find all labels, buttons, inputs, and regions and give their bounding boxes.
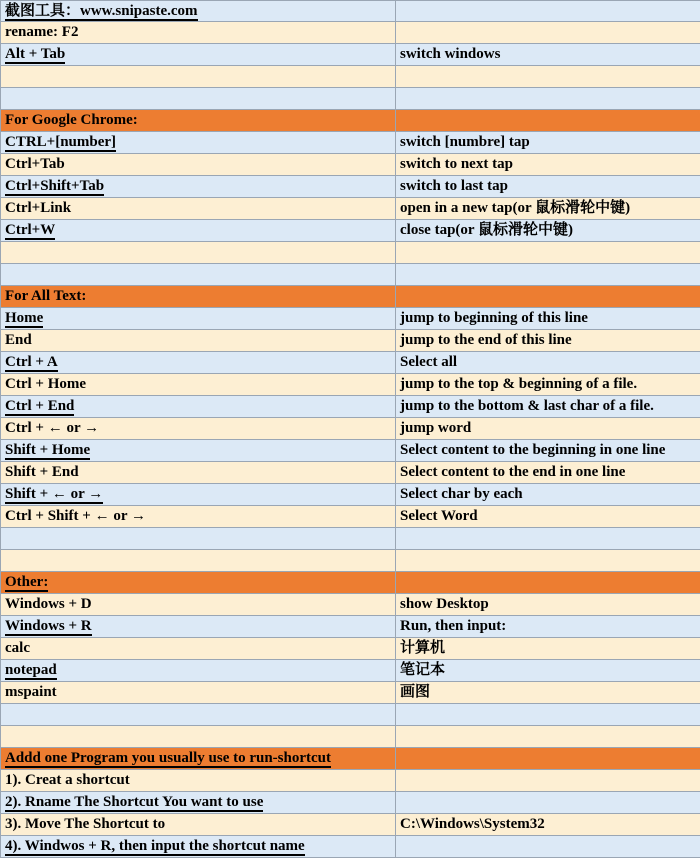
table-row [0, 726, 700, 748]
table-row [0, 88, 700, 110]
description-text: switch to next tap [400, 156, 513, 172]
description-cell[interactable] [396, 110, 700, 132]
shortcut-cell[interactable] [0, 638, 396, 660]
description-cell[interactable] [396, 308, 700, 330]
description-text: open in a new tap(or 鼠标滑轮中键) [400, 200, 631, 216]
description-text: jump to the top & beginning of a file. [400, 376, 638, 392]
table-row [0, 484, 700, 506]
shortcut-cell[interactable] [0, 88, 396, 110]
description-cell[interactable] [396, 286, 700, 308]
description-text: show Desktop [400, 596, 489, 612]
table-row [0, 440, 700, 462]
table-row [0, 308, 700, 330]
description-text: C:\Windows\System32 [400, 816, 545, 832]
description-cell[interactable] [396, 616, 700, 638]
table-row [0, 616, 700, 638]
table-row [0, 44, 700, 66]
table-row [0, 286, 700, 308]
description-text: 计算机 [400, 640, 446, 656]
description-cell[interactable] [396, 66, 700, 88]
shortcut-cell[interactable] [0, 814, 396, 836]
description-cell[interactable] [396, 132, 700, 154]
description-cell[interactable] [396, 242, 700, 264]
table-row [0, 110, 700, 132]
description-text: Run, then input: [400, 618, 507, 634]
shortcut-text: Ctrl + Shift + ← or → [5, 508, 146, 524]
table-row [0, 374, 700, 396]
table-row [0, 330, 700, 352]
table-row [0, 814, 700, 836]
description-cell[interactable] [396, 418, 700, 440]
shortcut-cell[interactable] [0, 286, 396, 308]
shortcut-cell[interactable] [0, 22, 396, 44]
table-row [0, 220, 700, 242]
shortcut-cell[interactable] [0, 44, 396, 66]
description-cell[interactable] [396, 638, 700, 660]
description-cell[interactable] [396, 660, 700, 682]
table-row [0, 770, 700, 792]
shortcut-cell[interactable] [0, 726, 396, 748]
table-row [0, 594, 700, 616]
shortcut-text: mspaint [5, 684, 57, 700]
table-row [0, 396, 700, 418]
description-cell[interactable] [396, 748, 700, 770]
shortcut-cell[interactable] [0, 440, 396, 462]
shortcut-text: notepad [5, 662, 57, 678]
shortcut-cell[interactable] [0, 374, 396, 396]
shortcut-text: calc [5, 640, 30, 656]
shortcut-cell[interactable] [0, 748, 396, 770]
shortcut-text: 4). Windwos + R, then input the shortcut name [5, 838, 305, 854]
shortcut-cell[interactable] [0, 682, 396, 704]
shortcut-cell[interactable] [0, 176, 396, 198]
description-cell[interactable] [396, 176, 700, 198]
shortcut-cell[interactable] [0, 528, 396, 550]
shortcut-cell[interactable] [0, 110, 396, 132]
shortcut-text: 3). Move The Shortcut to [5, 816, 166, 832]
table-row [0, 660, 700, 682]
shortcut-text: Ctrl + A [5, 354, 58, 370]
table-row [0, 198, 700, 220]
shortcut-cell[interactable] [0, 506, 396, 528]
shortcut-text: Ctrl+W [5, 222, 56, 238]
shortcut-text: CTRL+[number] [5, 134, 117, 150]
shortcut-cell[interactable] [0, 418, 396, 440]
table-row [0, 792, 700, 814]
table-row [0, 264, 700, 286]
description-text: Select content to the end in one line [400, 464, 626, 480]
shortcut-cell[interactable] [0, 198, 396, 220]
table-row [0, 132, 700, 154]
shortcut-cell[interactable] [0, 770, 396, 792]
description-text: switch to last tap [400, 178, 508, 194]
description-cell[interactable] [396, 506, 700, 528]
shortcut-cell[interactable] [0, 220, 396, 242]
description-cell[interactable] [396, 440, 700, 462]
table-row [0, 154, 700, 176]
description-text: jump to beginning of this line [400, 310, 588, 326]
table-row [0, 352, 700, 374]
shortcut-text: For Google Chrome: [5, 112, 138, 128]
shortcut-text: Addd one Program you usually use to run-shortcut [5, 750, 332, 766]
table-row [0, 704, 700, 726]
description-text: jump to the end of this line [400, 332, 572, 348]
shortcut-text: 截图工具：www.snipaste.com [5, 3, 198, 19]
description-text: Select content to the beginning in one line [400, 442, 666, 458]
description-cell[interactable] [396, 396, 700, 418]
shortcut-text: Ctrl+Tab [5, 156, 65, 172]
shortcut-cell[interactable] [0, 264, 396, 286]
description-cell[interactable] [396, 352, 700, 374]
table-row [0, 418, 700, 440]
shortcut-text: 2). Rname The Shortcut You want to use [5, 794, 264, 810]
description-cell[interactable] [396, 0, 700, 22]
table-row [0, 572, 700, 594]
shortcut-text: Shift + End [5, 464, 79, 480]
shortcut-cell[interactable] [0, 836, 396, 858]
shortcut-text: Alt + Tab [5, 46, 66, 62]
shortcut-cell[interactable] [0, 396, 396, 418]
shortcut-cell[interactable] [0, 594, 396, 616]
description-cell[interactable] [396, 330, 700, 352]
description-cell[interactable] [396, 594, 700, 616]
description-cell[interactable] [396, 374, 700, 396]
description-cell[interactable] [396, 22, 700, 44]
shortcut-text: For All Text: [5, 288, 87, 304]
table-row [0, 528, 700, 550]
shortcut-text: End [5, 332, 32, 348]
table-row [0, 550, 700, 572]
description-cell[interactable] [396, 198, 700, 220]
table-row [0, 176, 700, 198]
shortcut-cell[interactable] [0, 330, 396, 352]
shortcut-cell[interactable] [0, 660, 396, 682]
description-cell[interactable] [396, 44, 700, 66]
description-text: jump to the bottom & last char of a file. [400, 398, 654, 414]
description-text: close tap(or 鼠标滑轮中键) [400, 222, 574, 238]
description-cell[interactable] [396, 484, 700, 506]
description-cell[interactable] [396, 704, 700, 726]
shortcut-cell[interactable] [0, 242, 396, 264]
shortcut-text: Windows + D [5, 596, 92, 612]
shortcut-cell[interactable] [0, 154, 396, 176]
description-text: switch [numbre] tap [400, 134, 530, 150]
shortcut-cell[interactable] [0, 572, 396, 594]
table-row [0, 748, 700, 770]
description-cell[interactable] [396, 88, 700, 110]
table-row [0, 462, 700, 484]
description-text: switch windows [400, 46, 501, 62]
description-cell[interactable] [396, 572, 700, 594]
shortcut-text: Ctrl+Link [5, 200, 72, 216]
description-cell[interactable] [396, 792, 700, 814]
shortcut-cell[interactable] [0, 132, 396, 154]
description-text: Select Word [400, 508, 478, 524]
shortcut-cell[interactable] [0, 352, 396, 374]
shortcut-cell[interactable] [0, 704, 396, 726]
description-cell[interactable] [396, 770, 700, 792]
description-cell[interactable] [396, 836, 700, 858]
description-cell[interactable] [396, 462, 700, 484]
shortcut-cell[interactable] [0, 0, 396, 22]
table-row [0, 22, 700, 44]
description-cell[interactable] [396, 220, 700, 242]
shortcut-text: Ctrl + ← or → [5, 420, 100, 436]
shortcut-text: Shift + Home [5, 442, 91, 458]
shortcut-text: Ctrl+Shift+Tab [5, 178, 105, 194]
shortcut-cell[interactable] [0, 550, 396, 572]
table-row [0, 66, 700, 88]
table-row [0, 0, 700, 22]
table-row [0, 682, 700, 704]
shortcut-text: Other: [5, 574, 49, 590]
description-text: 笔记本 [400, 662, 446, 678]
table-row [0, 638, 700, 660]
description-cell[interactable] [396, 726, 700, 748]
description-cell[interactable] [396, 550, 700, 572]
shortcut-text: Shift + ← or → [5, 486, 104, 502]
shortcut-text: rename: F2 [5, 24, 79, 40]
shortcut-text: Home [5, 310, 44, 326]
shortcut-cell[interactable] [0, 792, 396, 814]
description-cell[interactable] [396, 682, 700, 704]
shortcut-cell[interactable] [0, 484, 396, 506]
description-text: jump word [400, 420, 472, 436]
shortcut-text: Ctrl + End [5, 398, 75, 414]
table-row [0, 242, 700, 264]
shortcut-text: Windows + R [5, 618, 92, 634]
table-row [0, 836, 700, 858]
description-cell[interactable] [396, 154, 700, 176]
description-text: Select char by each [400, 486, 523, 502]
description-cell[interactable] [396, 264, 700, 286]
description-cell[interactable] [396, 528, 700, 550]
shortcut-cell[interactable] [0, 66, 396, 88]
table-row [0, 506, 700, 528]
shortcut-cell[interactable] [0, 462, 396, 484]
shortcut-cell[interactable] [0, 308, 396, 330]
description-cell[interactable] [396, 814, 700, 836]
shortcut-text: Ctrl + Home [5, 376, 87, 392]
description-text: Select all [400, 354, 458, 370]
shortcut-text: 1). Creat a shortcut [5, 772, 130, 788]
shortcut-cell[interactable] [0, 616, 396, 638]
description-text: 画图 [400, 684, 431, 700]
